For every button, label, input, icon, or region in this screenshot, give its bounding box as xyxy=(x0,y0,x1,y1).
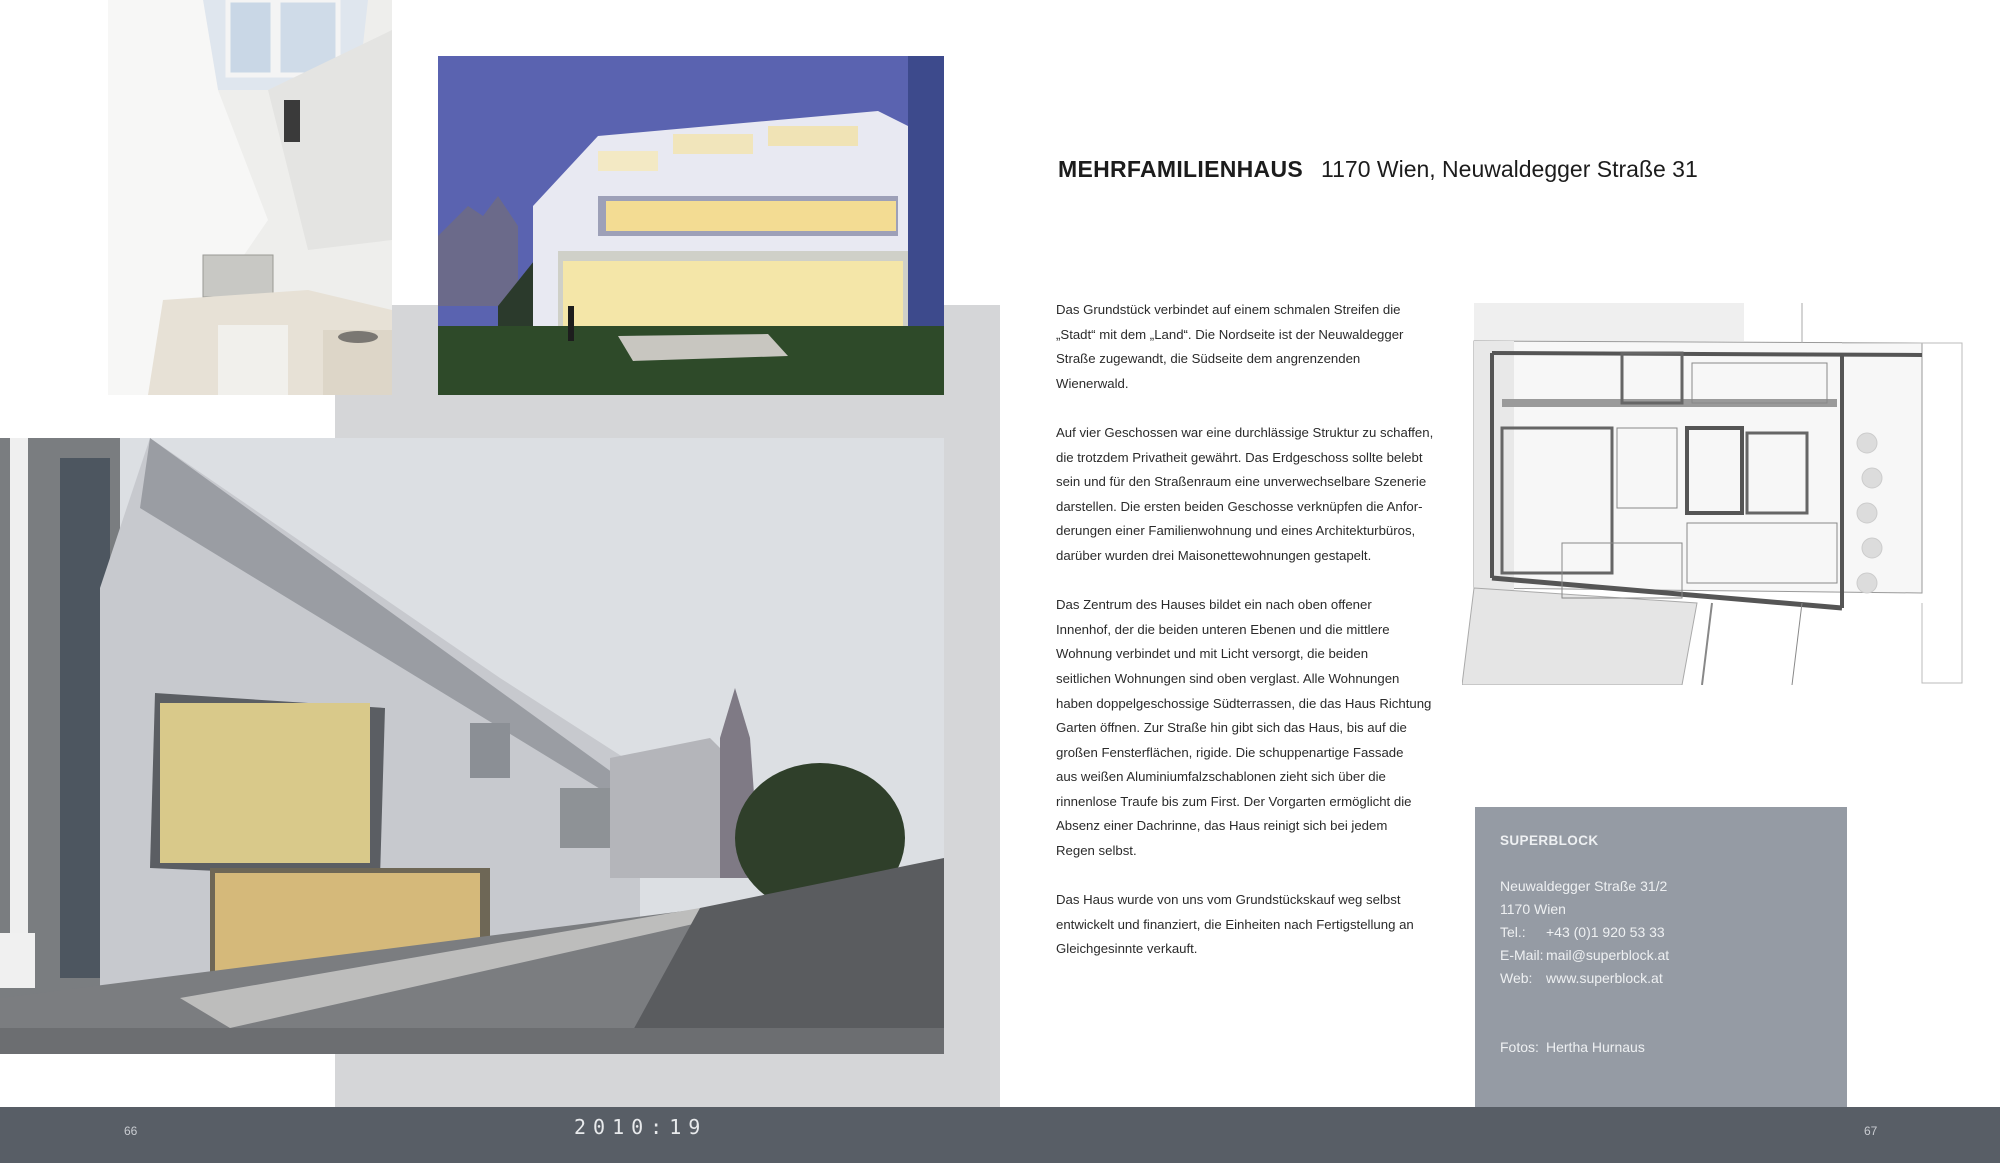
body-line: darstellen. Die ersten beiden Geschosse verknüpfen die Anfor- xyxy=(1056,498,1423,514)
contact-city: 1170 Wien xyxy=(1500,901,1566,917)
body-paragraph xyxy=(1056,888,1436,962)
body-line: aus weißen Aluminiumfalzschablonen zieht sich über die xyxy=(1056,769,1386,785)
body-line: „Stadt“ mit dem „Land“. Die Nordseite ist der Neuwaldegger xyxy=(1056,326,1404,342)
photo-credit-row xyxy=(1500,1039,1645,1055)
contact-phone: +43 (0)1 920 53 33 xyxy=(1546,924,1665,940)
photo-credit-name: Hertha Hurnaus xyxy=(1546,1039,1645,1055)
body-line: rinnenlose Traufe bis zum First. Der Vorgarten ermöglicht die xyxy=(1056,793,1412,809)
publication-brand: 2010:19 xyxy=(574,1115,708,1139)
body-text xyxy=(1056,298,1436,987)
contact-web-link[interactable]: www.superblock.at xyxy=(1546,970,1663,986)
body-line: Gleichgesinnte verkauft. xyxy=(1056,941,1198,957)
photo-credit-label: Fotos: xyxy=(1500,1039,1539,1055)
contact-phone-label: Tel.: xyxy=(1500,924,1526,940)
contact-company-name: SUPERBLOCK xyxy=(1500,833,1599,848)
contact-street: Neuwaldegger Straße 31/2 xyxy=(1500,878,1668,894)
contact-web-label: Web: xyxy=(1500,970,1533,986)
body-line: Garten öffnen. Zur Straße hin gibt sich das Haus, bis auf die xyxy=(1056,720,1407,736)
contact-email-link[interactable]: mail@superblock.at xyxy=(1546,947,1670,963)
contact-email-row xyxy=(1500,947,1669,963)
body-line: derungen einer Familienwohnung und eines Architekturbüros, xyxy=(1056,523,1416,539)
body-line: Das Grundstück verbindet auf einem schmalen Streifen die xyxy=(1056,302,1401,317)
body-line: die trotzdem Privatheit gewährt. Das Erdgeschoss sollte belebt xyxy=(1056,449,1423,465)
body-line: Absenz einer Dachrinne, das Haus reinigt sich bei jedem xyxy=(1056,818,1388,834)
body-line: Straße zugewandt, die Südseite dem angrenzenden Wienerwald. xyxy=(1056,351,1361,391)
body-line: haben doppelgeschossige Südterrassen, die das Haus Richtung xyxy=(1056,695,1432,711)
photo-facade-garden-dusk xyxy=(438,56,944,395)
body-line: Auf vier Geschossen war eine durchlässige Struktur zu schaffen, xyxy=(1056,424,1434,440)
photo-atrium-skylight xyxy=(108,0,392,395)
page-number-right: 67 xyxy=(1864,1124,1878,1138)
page-number-left: 66 xyxy=(124,1124,138,1138)
body-line: darüber wurden drei Maisonettewohnungen gestapelt. xyxy=(1056,547,1372,563)
body-line: Das Zentrum des Hauses bildet ein nach oben offener xyxy=(1056,597,1372,613)
body-paragraph xyxy=(1056,421,1436,569)
body-line: sein und für den Straßenraum eine unverwechselbare Szenerie xyxy=(1056,474,1427,490)
body-line: entwickelt und finanziert, die Einheiten nach Fertigstellung an xyxy=(1056,916,1414,932)
body-paragraph xyxy=(1056,298,1436,396)
contact-web-row xyxy=(1500,970,1663,986)
photo-street-facade xyxy=(0,438,944,1054)
body-line: Das Haus wurde von uns vom Grundstückskauf weg selbst xyxy=(1056,892,1401,908)
title-address: 1170 Wien, Neuwaldegger Straße 31 xyxy=(1321,156,1698,182)
floor-plan-drawing xyxy=(1462,303,1982,685)
body-line: großen Fensterflächen, rigide. Die schuppenartige Fassade xyxy=(1056,744,1404,760)
page-title xyxy=(1058,156,1698,183)
contact-phone-row xyxy=(1500,924,1665,940)
body-paragraph xyxy=(1056,593,1436,864)
title-building-type: MEHRFAMILIENHAUS xyxy=(1058,156,1304,182)
body-line: Innenhof, der die beiden unteren Ebenen und die mittlere xyxy=(1056,621,1390,637)
body-line: seitlichen Wohnungen sind oben verglast. Alle Wohnungen xyxy=(1056,670,1400,686)
footer-bar xyxy=(0,1107,2000,1163)
body-line: Wohnung verbindet und mit Licht versorgt, die beiden xyxy=(1056,646,1369,662)
contact-email-label: E-Mail: xyxy=(1500,947,1544,963)
body-line: Regen selbst. xyxy=(1056,843,1137,859)
